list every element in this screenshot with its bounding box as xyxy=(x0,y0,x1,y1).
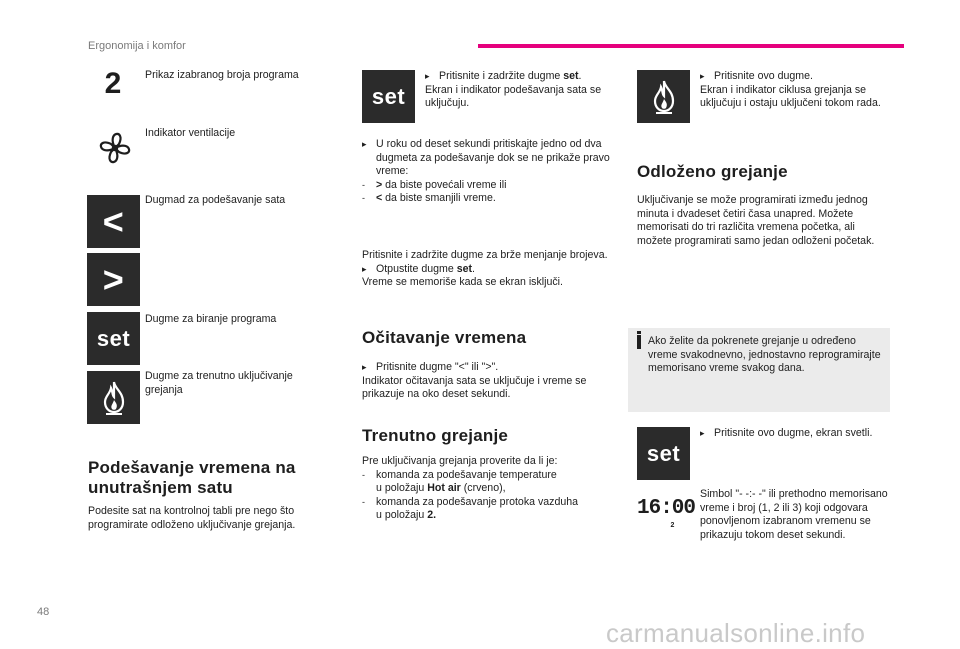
heading-instant-heating: Trenutno grejanje xyxy=(362,426,509,445)
set-icon[interactable]: set xyxy=(87,312,140,365)
watermark: carmanualsonline.info xyxy=(606,618,866,648)
less-than-icon[interactable]: < xyxy=(87,195,140,248)
set-step-right: ▸ Pritisnite ovo dugme, ekran svetli. xyxy=(700,427,873,439)
flame-icon[interactable] xyxy=(87,371,140,424)
clock-display-icon: 16:00 2 xyxy=(637,497,696,529)
symbol-description: Simbol "- -:- -" ili prethodno memorisano vreme i broj (1, 2 ili 3) koji odgovara ponovljenom izabranom vremenu se prikazuju tokom deset sekundi. xyxy=(700,488,888,541)
digit-2-icon: 2 xyxy=(104,67,122,100)
flame-icon[interactable] xyxy=(637,70,690,123)
info-icon xyxy=(637,331,641,334)
set-clock-body: Podesite sat na kontrolnoj tabli pre nego što programirate odloženo uključivanje grejanja. xyxy=(88,505,296,531)
section-accent-bar xyxy=(478,44,904,48)
flame-step: ▸ Pritisnite ovo dugme. Ekran i indikator ciklusa grejanja se uključuju i ostaju uključeni tokom rada. xyxy=(700,70,881,109)
set-fast-and-release: Pritisnite i zadržite dugme za brže menjanje brojeva. ▸ Otpustite dugme set. Vreme se memoriše kada se ekran isključi. xyxy=(362,249,608,288)
bullet-icon: ▸ xyxy=(362,263,367,274)
instant-heat-label: Dugme za trenutno uključivanje grejanja xyxy=(145,370,293,396)
info-text: Ako želite da pokrenete grejanje u određeno vreme svakodnevno, jednostavno reprogramirajte memorisano vreme svakog dana. xyxy=(648,335,881,374)
greater-than-icon[interactable]: > xyxy=(87,253,140,306)
program-select-label: Dugme za biranje programa xyxy=(145,313,277,325)
fan-indicator-label: Indikator ventilacije xyxy=(145,127,236,139)
reading-time-body: ▸ Pritisnite dugme "<" ili ">". Indikator očitavanja sata se uključuje i vreme se prikazuje na oko deset sekundi. xyxy=(362,361,587,400)
clock-adjust-buttons-label: Dugmad za podešavanje sata xyxy=(145,194,286,206)
info-icon-bar xyxy=(637,335,641,349)
bullet-icon: ▸ xyxy=(425,71,430,81)
bullet-icon: ▸ xyxy=(362,362,367,372)
program-number-label: Prikaz izabranog broja programa xyxy=(145,69,299,81)
bullet-icon: ▸ xyxy=(700,71,705,81)
heading-delayed-heating: Odloženo grejanje xyxy=(637,162,788,181)
section-title: Ergonomija i komfor xyxy=(88,40,186,52)
instant-heating-body: Pre uključivanja grejanja proverite da li je: - komanda za podešavanje temperature u položaju Hot air (crveno), - komanda za podešavanje protoka vazduha u položaju 2. xyxy=(362,455,579,521)
set-step-2: ▸ U roku od deset sekundi pritiskajte jedno od dva dugmeta za podešavanje dok se ne prikaže pravo vreme: - > da biste povećali vreme ili - < da biste smanjili vreme. xyxy=(362,138,610,204)
set-icon[interactable]: set xyxy=(362,70,415,123)
set-step-1: ▸ Pritisnite i zadržite dugme set. Ekran i indikator podešavanja sata se uključuju. xyxy=(425,70,602,109)
fan-icon xyxy=(92,125,138,171)
set-icon[interactable]: set xyxy=(637,427,690,480)
heading-reading-time: Očitavanje vremena xyxy=(362,328,527,347)
delayed-heating-body: Uključivanje se može programirati između jednog minuta i dvadeset četiri časa unapred. Možete memorisati do tri različita vremena početka, ali možete programirati samo jedan odloženi početak. xyxy=(637,194,875,247)
bullet-icon: ▸ xyxy=(362,139,367,149)
heading-set-clock: Podešavanje vremena na unutrašnjem satu xyxy=(88,458,296,497)
page-number: 48 xyxy=(37,606,50,618)
bullet-icon: ▸ xyxy=(700,428,705,438)
